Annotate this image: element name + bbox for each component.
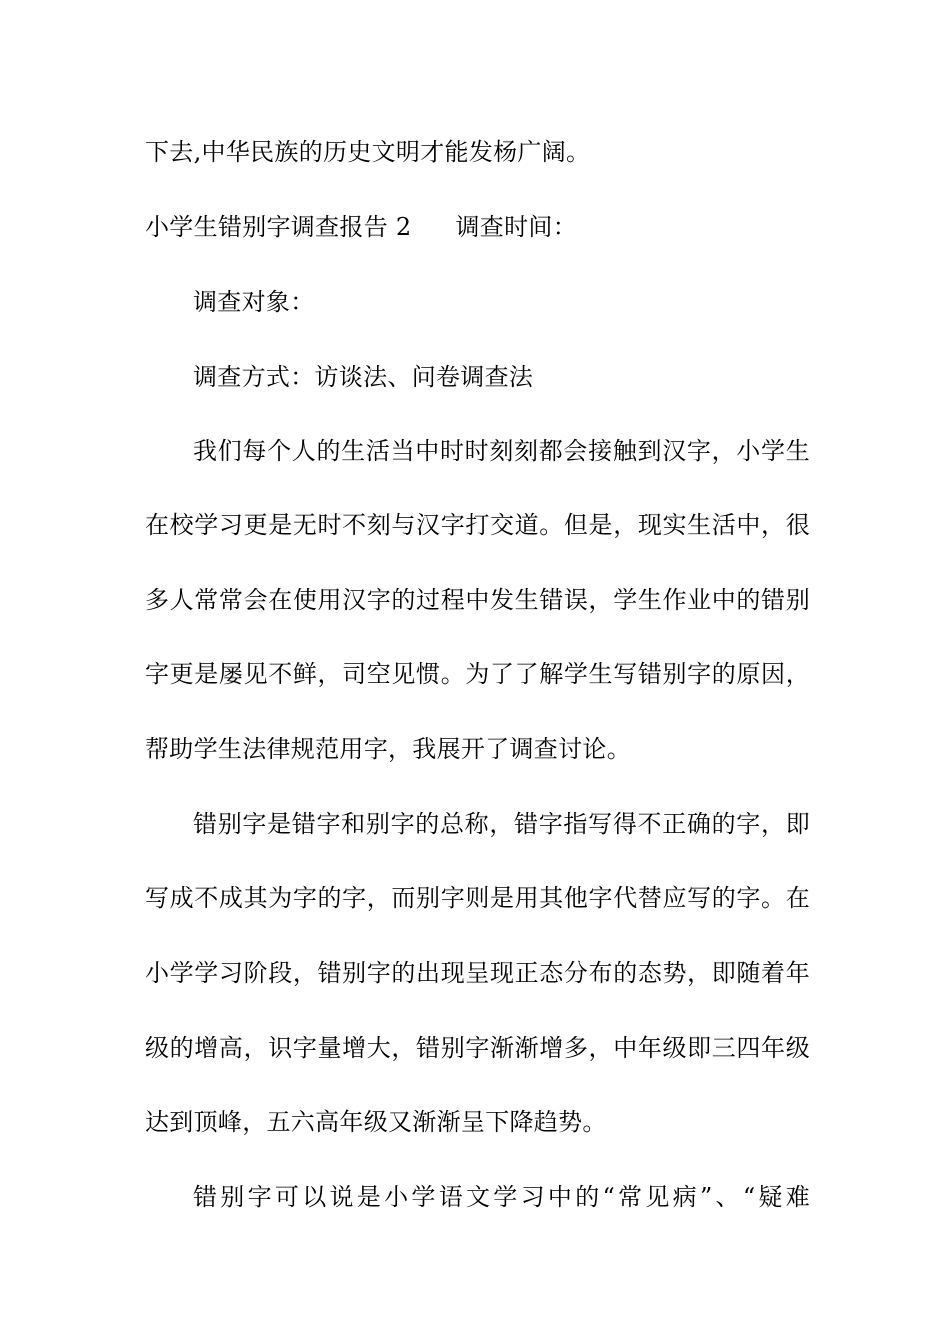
paragraph-1-line-1: 我们每个人的生活当中时时刻刻都会接触到汉字，小学生 (193, 437, 810, 465)
paragraph-2-line-2: 写成不成其为字的字，而别字则是用其他字代替应写的字。在 (145, 884, 810, 912)
survey-time-label: 调查时间： (455, 213, 577, 241)
report-heading-line (145, 212, 810, 242)
paragraph-1-line-3: 多人常常会在使用汉字的过程中发生错误，学生作业中的错别 (145, 586, 810, 614)
report-title: 小学生错别字调查报告 2 (145, 213, 412, 241)
paragraph-1-line-4: 字更是屡见不鲜，司空见惯。为了了解学生写错别字的原因， (145, 660, 810, 688)
survey-subject-label: 调查对象： (193, 288, 315, 316)
paragraph-2-line-4: 级的增高，识字量增大，错别字渐渐增多，中年级即三四年级 (145, 1034, 810, 1062)
paragraph-3-line-1: 错别字可以说是小学语文学习中的“常见病”、“疑难 (193, 1183, 810, 1211)
paragraph-2-line-3: 小学学习阶段，错别字的出现呈现正态分布的态势，即随着年 (145, 959, 810, 987)
survey-method-line: 调查方式：访谈法、问卷调查法 (193, 363, 534, 391)
paragraph-line-continuation: 下去,中华民族的历史文明才能发杨广阔。 (145, 138, 591, 166)
paragraph-1-line-2: 在校学习更是无时不刻与汉字打交道。但是，现实生活中，很 (145, 511, 810, 539)
paragraph-1-line-5: 帮助学生法律规范用字，我展开了调查讨论。 (145, 735, 631, 763)
paragraph-2-line-1: 错别字是错字和别字的总称，错字指写得不正确的字，即 (193, 810, 810, 838)
paragraph-2-line-5: 达到顶峰，五六高年级又渐渐呈下降趋势。 (145, 1108, 607, 1136)
